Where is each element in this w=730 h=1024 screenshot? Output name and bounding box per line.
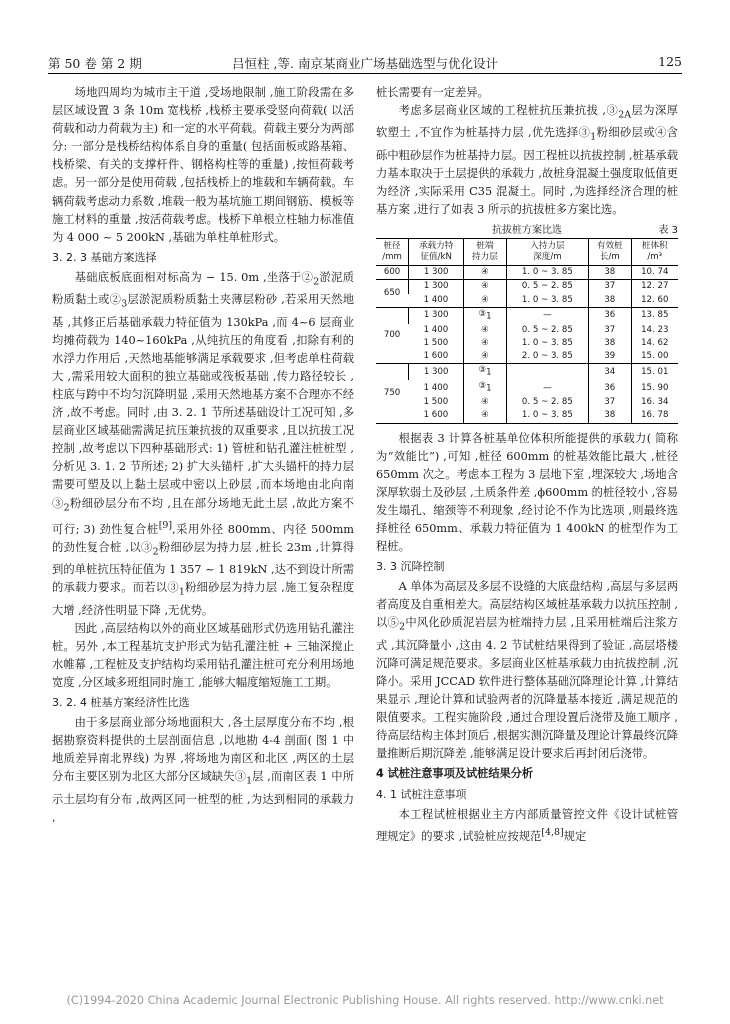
page-number: 125 bbox=[658, 54, 682, 69]
pile-comparison-table bbox=[376, 238, 678, 423]
table-cell-capacity: 1 500 bbox=[423, 397, 449, 408]
paragraph-foundation-options: 基础底板底面相对标高为 − 15. 0m ,坐落于$②_2$淤泥质粉质黏土或$②_3$层淤泥质粉质黏土夹薄层粉砂 ,若采用天然地基 ,其修正后基础承载力特征值为 130kPa ,而 4~6 层商业均摊荷载为 140~160kPa ,从纯抗压的角度看 ,扣除有利的水浮力作用后 ,天然地基能够满足承载要求 ,但考虑单柱荷载大 ,需采用较大面积的独立基础或筏板基础 ,传力路径较长 ,柱底与跨中不均匀沉降明显 ,采用天然地基方案不合理亦不经济 ,故不考虑。同时 ,由 3. 2. 1 节所述基础设计工况可知 ,多层商业区域基础需满足抗压兼抗拔的双重要求 ,且以抗拔工况控制 ,故考虑以下四种基础形式: 1) 管桩和钻孔灌注桩桩型 ,分析见 3. 1. 2 节所述; 2) 扩大头锚杆 ,扩大头锚杆的持力层需要可塑及以上黏土层或中密以上砂层 ,而本场地由北向南$③_2$粉细砂层分布不均 ,且在部分场地无此土层 ,故此方案不可行; 3) 劲性复合桩[9],采用外径 800mm、内径 500mm 的劲性复合桩 ,以$③_2$粉细砂层为持力层 ,桩长 23m ,计算得到的单桩抗压特征值为 1 357 ~ 1 819kN ,达不到设计所需的承载力要求。而若以$③_1$粉细砂层为持力层 ,施工复杂程度大增 ,经济性明显下降 ,无优势。 bbox=[52, 270, 355, 617]
table-cell-volume: 15. 01 bbox=[631, 364, 678, 380]
section-heading-3-3: 3. 3 沉降控制 bbox=[376, 560, 445, 574]
paragraph-bored-pile: 因此 ,高层结构以外的商业区域基础形式仍选用钻孔灌注桩。另外 ,本工程基坑支护形式为钻孔灌注桩 + 三轴深搅止水帷幕 ,工程桩及支护结构均采用钻孔灌注桩可充分利用场地宽度 ,分区域多班组同时施工 ,能够大幅度缩短施工工期。 bbox=[52, 621, 354, 689]
right-column bbox=[376, 84, 678, 846]
table-cell-layer: ④ bbox=[464, 409, 506, 423]
table-cell-volume: 12. 27 bbox=[631, 280, 678, 294]
table-cell-capacity: 1 400 bbox=[423, 382, 449, 393]
table-row bbox=[376, 396, 678, 409]
table-cell-depth: 1. 0 ~ 3. 85 bbox=[506, 266, 588, 280]
table-row bbox=[376, 337, 678, 350]
table-cell-volume: 16. 34 bbox=[631, 396, 678, 409]
table-cell-depth: 0. 5 ~ 2. 85 bbox=[506, 396, 588, 409]
paragraph-continued: 桩长需要有一定差异。 bbox=[376, 86, 489, 99]
table-cell-diameter: 700 bbox=[376, 307, 409, 364]
section-heading-4: 4 试桩注意事项及试桩结果分析 bbox=[376, 767, 534, 781]
table-cell-length: 36 bbox=[589, 380, 631, 396]
table-row bbox=[376, 294, 678, 308]
table-number: 表 3 bbox=[658, 225, 678, 237]
header-rule bbox=[48, 73, 682, 74]
journal-volume: 第 50 卷 第 2 期 bbox=[48, 56, 142, 71]
citation-4-8: [4,8] bbox=[541, 826, 564, 838]
table-cell-capacity: 1 300 bbox=[409, 364, 464, 380]
table-cell-capacity: 1 600 bbox=[423, 410, 449, 421]
section-heading-3-2-4: 3. 2. 4 桩基方案经济性比选 bbox=[52, 696, 190, 710]
table-cell-capacity: 1 400 bbox=[423, 324, 449, 335]
section-heading-3-2-3: 3. 2. 3 基础方案选择 bbox=[52, 250, 157, 264]
table-cell-capacity: 1 500 bbox=[423, 337, 449, 348]
table-cell-layer: ④ bbox=[464, 337, 506, 350]
table-cell-length: 38 bbox=[589, 294, 631, 308]
table-cell-capacity: 1 600 bbox=[423, 351, 449, 362]
table-row bbox=[376, 280, 678, 294]
table-cell-layer: ④ bbox=[464, 350, 506, 364]
table-row bbox=[376, 364, 678, 380]
running-title: 吕恒柱 ,等. 南京某商业广场基础选型与优化设计 bbox=[232, 56, 498, 71]
table-cell-diameter: 600 bbox=[376, 266, 409, 280]
table-cell-layer: $③_1$ bbox=[464, 364, 506, 380]
paragraph-efficiency: 根据表 3 计算各桩基单位体积所能提供的承载力( 简称为“效能比”) ,可知 ,桩径 600mm 的桩基效能比最大 ,桩径 650mm 次之。考虑本工程为 3 层地下室 ,埋深较大 ,场地含深厚软弱土及砂层 ,土质条件差 ,ϕ600mm 的桩径较小 ,容易发生塌孔、缩颈等不利现象 ,经讨论不作为比选项 ,则最终选择桩径 650mm、承载力特征值为 1 400kN 的桩型作为工程桩。 bbox=[376, 431, 678, 554]
table-cell-capacity: 1 400 bbox=[423, 294, 449, 305]
table-cell-length: 34 bbox=[589, 364, 631, 380]
paragraph-trestle: 场地四周均为城市主干道 ,受场地限制 ,施工阶段需在多层区域设置 3 条 10m 宽栈桥 ,栈桥主要承受竖向荷载( 以活荷载和动力荷载为主) 和一定的水平荷载。荷载主要分为两部分: 一部分是栈桥结构体系自身的重量( 包括面板或路基箱、栈桥梁、有关的支撑杆件、钢格构柱等的重量) ,按恒荷载考虑。另一部分是使用荷载 ,包括栈桥上的堆载和车辆荷载。车辆荷载考虑动力系数 ,堆载一般为基坑施工期间钢筋、模板等施工材料的重量 ,按活荷载考虑。栈桥下单根立柱轴力标准值为 4 000 ~ 5 200kN ,基础为单柱单桩形式。 bbox=[52, 86, 354, 244]
table-row bbox=[376, 324, 678, 337]
table-header-cell: 桩体积 /m³ bbox=[631, 239, 678, 266]
table-cell-layer: ④ bbox=[464, 266, 506, 280]
table-cell-depth: 1. 0 ~ 3. 85 bbox=[506, 409, 588, 423]
table-cell-depth: 2. 0 ~ 3. 85 bbox=[506, 350, 588, 364]
table-header-cell: 入持力层 深度/m bbox=[506, 239, 588, 266]
table-cell-capacity: 1 300 bbox=[409, 307, 464, 323]
table-cell-length: 36 bbox=[589, 307, 631, 323]
table-title: 抗拔桩方案比选 bbox=[492, 225, 562, 237]
table-cell-depth: — bbox=[506, 307, 588, 323]
table-cell-length: 37 bbox=[589, 280, 631, 294]
table-cell-length: 38 bbox=[589, 337, 631, 350]
table-cell-depth: — bbox=[506, 380, 588, 396]
table-cell-depth: 0. 5 ~ 2. 85 bbox=[506, 280, 588, 294]
table-cell-volume: 14. 62 bbox=[631, 337, 678, 350]
table-cell-volume: 15. 90 bbox=[631, 380, 678, 396]
table-cell-layer: ④ bbox=[464, 324, 506, 337]
table-caption bbox=[376, 221, 678, 238]
table-cell-diameter: 650 bbox=[376, 280, 409, 307]
table-cell-volume: 16. 78 bbox=[631, 409, 678, 423]
table-row bbox=[376, 266, 678, 280]
citation-9: [9] bbox=[158, 519, 173, 531]
table-cell-depth: 1. 0 ~ 3. 85 bbox=[506, 294, 588, 308]
table-row bbox=[376, 409, 678, 423]
table-cell-layer: $③_1$ bbox=[464, 380, 506, 396]
left-column bbox=[52, 84, 354, 827]
table-cell-capacity: 1 300 bbox=[409, 266, 464, 280]
table-cell-length: 39 bbox=[589, 350, 631, 364]
table-cell-layer: ④ bbox=[464, 396, 506, 409]
table-header-cell: 承载力特 征值/kN bbox=[409, 239, 464, 266]
table-cell-depth: 1. 0 ~ 3. 85 bbox=[506, 337, 588, 350]
table-header-row bbox=[376, 239, 678, 266]
table-row bbox=[376, 380, 678, 396]
paragraph-economic: 由于多层商业部分场地面积大 ,各土层厚度分布不均 ,根据勘察资料提供的土层剖面信息 ,以地勘 4-4 剖面( 图 1 中地质差异南北界线) 为界 ,将场地为南区和北区 ,两区的土层分布主要区别为北区大部分区域缺失$③_1$层 ,而南区表 1 中所示土层均有分布 ,故两区同一桩型的桩 ,为达到相同的承载力 , bbox=[52, 716, 354, 824]
running-header bbox=[48, 50, 682, 72]
table-cell-layer: $③_1$ bbox=[464, 307, 506, 323]
table-cell-length: 38 bbox=[589, 266, 631, 280]
table-cell-layer: ④ bbox=[464, 294, 506, 308]
table-header-cell: 有效桩 长/m bbox=[589, 239, 631, 266]
paragraph-test-pile: 本工程试桩根据业主方内部质量管控文件《设计试桩管理规定》的要求 ,试验桩应按规范[4,8]规定 bbox=[376, 807, 678, 843]
section-heading-4-1: 4. 1 试桩注意事项 bbox=[376, 787, 467, 801]
paragraph-settlement: A 单体为高层及多层不设缝的大底盘结构 ,高层与多层两者高度及自重相差大。高层结构区域桩基承载力以抗压控制 ,以$⑤_2$中风化砂质泥岩层为桩端持力层 ,且采用桩端后注浆方式 ,其沉降量小 ,这由 4. 2 节试桩结果得到了验证 ,高层塔楼沉降可满足规范要求。多层商业区桩基承载力由抗拔控制 ,沉降小。采用 JCCAD 软件进行整体基础沉降理论计算 ,计算结果显示 ,理论计算和试验两者的沉降量基本接近 ,满足规范的限值要求。工程实施阶段 ,通过合理设置后浇带及施工顺序 ,待高层结构主体封顶后 ,根据实测沉降量及理论计算最终沉降量推断后期沉降差 ,能够满足设计要求后再封闭后浇带。 bbox=[376, 580, 678, 761]
table-cell-volume: 15. 00 bbox=[631, 350, 678, 364]
table-cell-volume: 12. 60 bbox=[631, 294, 678, 308]
table-cell-length: 37 bbox=[589, 396, 631, 409]
table-cell-volume: 14. 23 bbox=[631, 324, 678, 337]
table-row bbox=[376, 307, 678, 323]
table-header-cell: 桩径 /mm bbox=[376, 239, 409, 266]
paragraph-uplift: 考虑多层商业区域的工程桩抗压兼抗拔 $,③_{2A}$层为深厚软塑土 ,不宜作为桩基持力层 ,优先选择$③_1$粉细砂层或④含砾中粗砂层作为桩基持力层。因工程桩以抗拔控制 ,桩基承载力基本取决于土层提供的承载力 ,故桩身混凝土强度取低值更为经济 ,实际采用 C35 混凝土。同时 ,为选择经济合理的桩基方案 ,进行了如表 3 所示的抗拔桩多方案比选。 bbox=[376, 104, 678, 217]
table-row bbox=[376, 350, 678, 364]
table-cell-length: 37 bbox=[589, 324, 631, 337]
copyright-footer: (C)1994-2020 China Academic Journal Electronic Publishing House. All rights reserved. http://www.cnki.net bbox=[66, 994, 664, 1007]
table-cell-depth bbox=[506, 364, 588, 380]
table-cell-volume: 10. 74 bbox=[631, 266, 678, 280]
table-cell-depth: 0. 5 ~ 2. 85 bbox=[506, 324, 588, 337]
table-cell-length: 38 bbox=[589, 409, 631, 423]
table-cell-capacity: 1 300 bbox=[409, 280, 464, 294]
table-cell-layer: ④ bbox=[464, 280, 506, 294]
table-cell-diameter: 750 bbox=[376, 364, 409, 423]
table-header-cell: 桩端 持力层 bbox=[464, 239, 506, 266]
table-cell-volume: 13. 85 bbox=[631, 307, 678, 323]
